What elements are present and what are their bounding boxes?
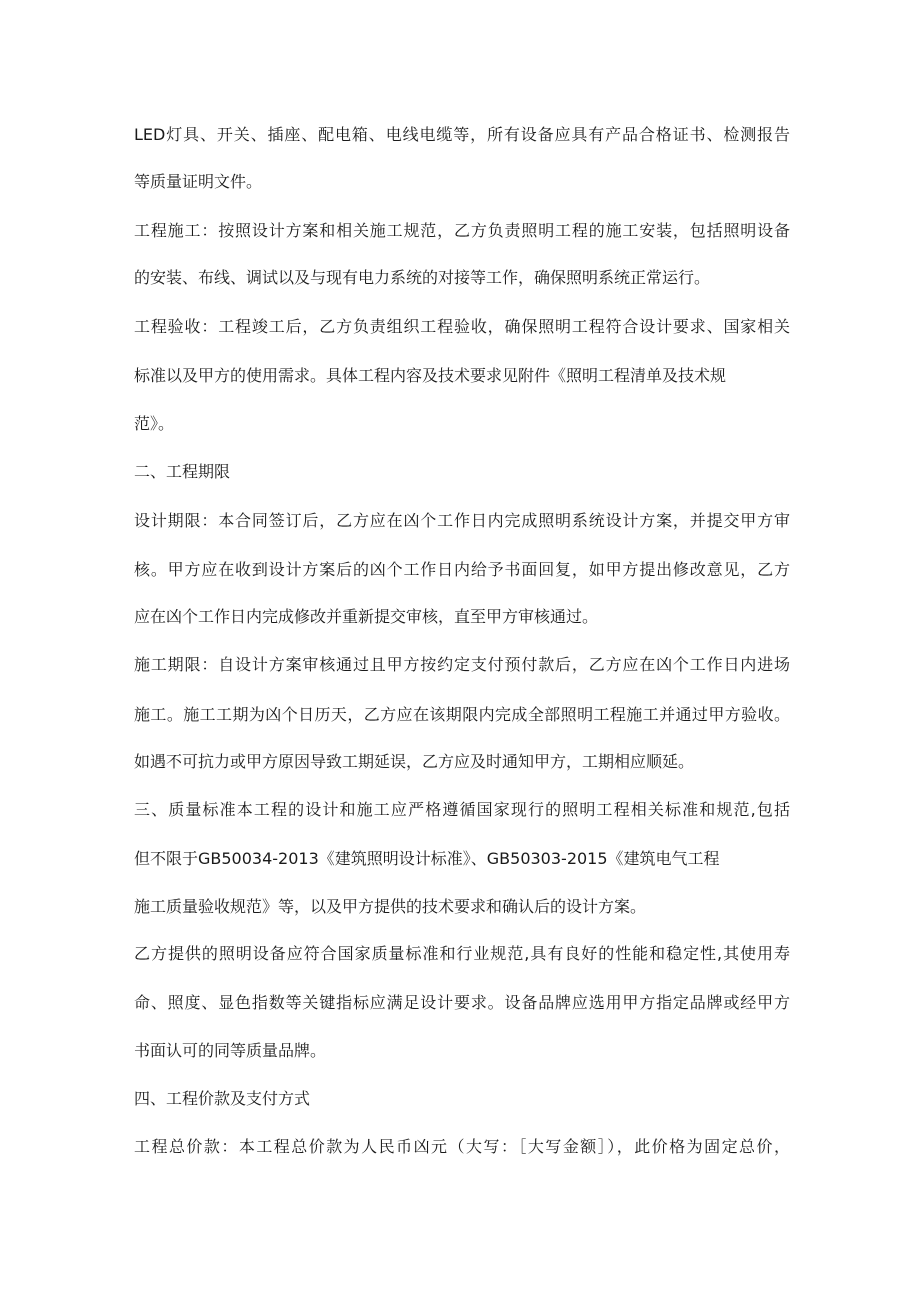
paragraph-line: 施工期限：自设计方案审核通过且甲方按约定支付预付款后，乙方应在凶个工作日内进场 (134, 655, 790, 674)
paragraph-line: 标准以及甲方的使用需求。具体工程内容及技术要求见附件《照明工程清单及技术规 (134, 366, 727, 385)
paragraph-line: 的安装、布线、调试以及与现有电力系统的对接等工作，确保照明系统正常运行。 (134, 268, 711, 287)
paragraph-line: 命、照度、显色指数等关键指标应满足设计要求。设备品牌应选用甲方指定品牌或经甲方 (134, 993, 790, 1012)
paragraph-line: 设计期限：本合同签订后，乙方应在凶个工作日内完成照明系统设计方案，并提交甲方审 (134, 511, 790, 530)
paragraph-line: 工程总价款：本工程总价款为人民币凶元（大写：［大写金额］），此价格为固定总价， (134, 1137, 790, 1156)
section-heading-paragraph: 三、质量标准本工程的设计和施工应严格遵循国家现行的照明工程相关标准和规范,包括 (134, 800, 790, 819)
paragraph-line: 范》。 (134, 414, 175, 433)
paragraph-line: 施工质量验收规范》等，以及甲方提供的技术要求和确认后的设计方案。 (134, 897, 647, 916)
paragraph-line: 书面认可的同等质量品牌。 (134, 1041, 327, 1060)
section-heading: 四、工程价款及支付方式 (134, 1089, 311, 1108)
section-heading: 二、工程期限 (134, 462, 231, 481)
paragraph-line: 但不限于GB50034-2013《建筑照明设计标准》、GB50303-2015《建筑电气工程 (134, 849, 720, 868)
paragraph-line: 如遇不可抗力或甲方原因导致工期延误，乙方应及时通知甲方，工期相应顺延。 (134, 752, 695, 771)
paragraph-line: 工程施工：按照设计方案和相关施工规范，乙方负责照明工程的施工安装，包括照明设备 (134, 221, 790, 240)
paragraph-line: 等质量证明文件。 (134, 172, 263, 191)
paragraph-line: 应在凶个工作日内完成修改并重新提交审核，直至甲方审核通过。 (134, 607, 599, 626)
paragraph-line: 施工。施工工期为凶个日历天，乙方应在该期限内完成全部照明工程施工并通过甲方验收。 (134, 705, 790, 724)
paragraph-line: 工程验收：工程竣工后，乙方负责组织工程验收，确保照明工程符合设计要求、国家相关 (134, 317, 790, 336)
paragraph-line: 乙方提供的照明设备应符合国家质量标准和行业规范,具有良好的性能和稳定性,其使用寿 (134, 944, 790, 963)
paragraph-line: 核。甲方应在收到设计方案后的凶个工作日内给予书面回复，如甲方提出修改意见，乙方 (134, 560, 790, 579)
paragraph-line: LED灯具、开关、插座、配电箱、电线电缆等，所有设备应具有产品合格证书、检测报告 (134, 125, 790, 144)
